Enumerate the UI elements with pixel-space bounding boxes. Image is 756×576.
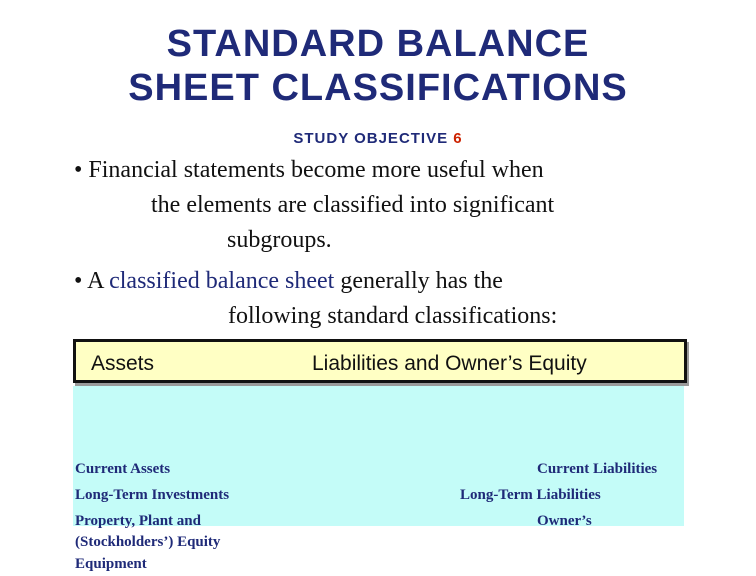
bullet-2-rest: generally has the bbox=[334, 268, 503, 294]
right-item-owners: Owner’s bbox=[537, 513, 592, 529]
bullet-1-text-1: Financial statements become more useful when bbox=[88, 157, 544, 183]
left-item-current-assets: Current Assets bbox=[75, 461, 171, 477]
bullet-1-line-3: subgroups. bbox=[227, 227, 332, 253]
bullet-2-line-2: following standard classifications: bbox=[228, 303, 558, 329]
left-item-stockholders-equity: (Stockholders’) Equity bbox=[75, 534, 221, 550]
bullet-marker: • bbox=[74, 268, 83, 294]
right-item-long-term-liabilities: Long-Term Liabilities bbox=[460, 487, 601, 503]
study-objective bbox=[0, 130, 756, 147]
slide-title bbox=[0, 22, 756, 110]
left-item-equipment: Equipment bbox=[75, 556, 147, 572]
title-line-1: STANDARD BALANCE bbox=[166, 23, 590, 65]
bullet-1-line-1 bbox=[74, 153, 544, 188]
bullet-1-line-2: the elements are classified into significant bbox=[151, 192, 555, 218]
bullet-2-prefix: A bbox=[87, 268, 110, 294]
bullet-2-highlight: classified balance sheet bbox=[109, 268, 335, 294]
classification-table-body bbox=[73, 386, 684, 526]
header-assets: Assets bbox=[91, 352, 155, 375]
left-item-long-term-investments: Long-Term Investments bbox=[75, 487, 230, 503]
bullet-marker: • bbox=[74, 157, 83, 183]
right-item-current-liabilities: Current Liabilities bbox=[537, 461, 658, 477]
study-objective-label: STUDY OBJECTIVE bbox=[293, 130, 449, 147]
title-line-2: SHEET CLASSIFICATIONS bbox=[128, 67, 628, 109]
bullet-2-line-1 bbox=[74, 264, 503, 299]
study-objective-number: 6 bbox=[453, 130, 463, 147]
left-item-property-plant: Property, Plant and bbox=[75, 513, 201, 529]
header-liabilities-equity: Liabilities and Owner’s Equity bbox=[312, 352, 587, 375]
classification-table-header bbox=[73, 339, 687, 383]
